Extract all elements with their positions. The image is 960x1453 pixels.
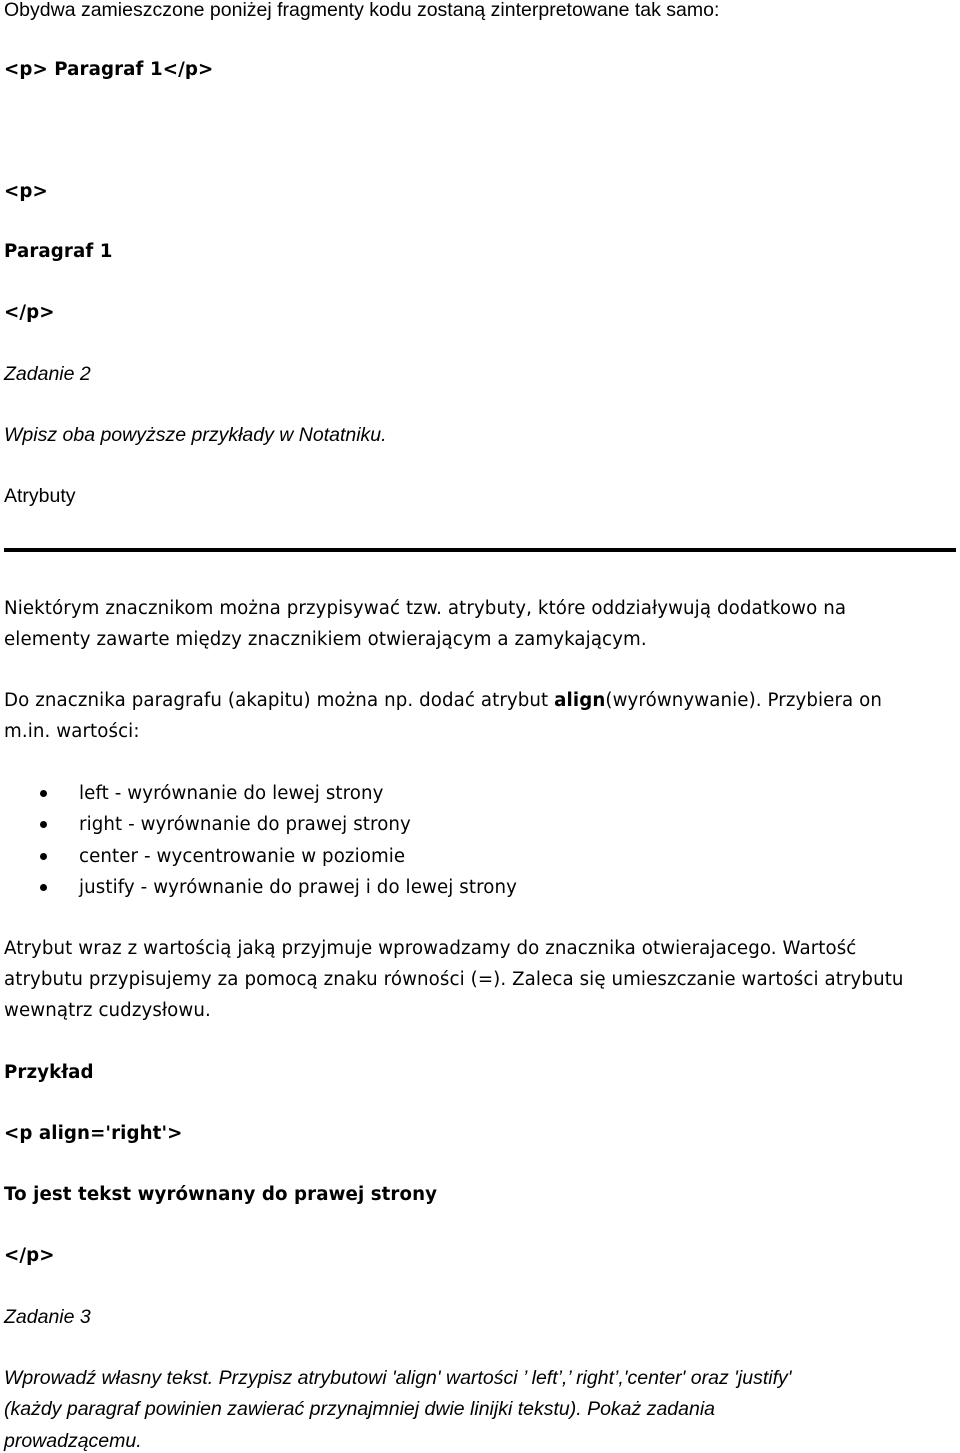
task3-line2: (każdy paragraf powinien zawierać przynajmniej dwie linijki tekstu). Pokaż zadania	[4, 1398, 715, 1420]
bullet-icon	[40, 821, 47, 828]
code-open-tag: <p>	[4, 181, 48, 202]
list-item: right - wyrównanie do prawej strony	[79, 814, 411, 835]
list-item: left - wyrównanie do lewej strony	[79, 783, 384, 804]
section-title-atrybuty: Atrybuty	[4, 485, 76, 507]
example-close-tag: </p>	[4, 1245, 55, 1266]
example-content: To jest tekst wyrównany do prawej strony	[4, 1184, 438, 1205]
task2-text: Wpisz oba powyższe przykłady w Notatniku.	[4, 424, 387, 446]
para3-line1: Atrybut wraz z wartością jaką przyjmuje wprowadzamy do znacznika otwierajacego. Wartość	[4, 938, 857, 959]
para1-line1: Niektórym znacznikom można przypisywać tzw. atrybuty, które oddziaływują dodatkowo na	[4, 598, 847, 619]
code-content: Paragraf 1	[4, 241, 113, 262]
para2-line2: m.in. wartości:	[4, 721, 140, 742]
example-open-tag: <p align='right'>	[4, 1123, 183, 1144]
para1-line2: elementy zawarte między znacznikiem otwierającym a zamykającym.	[4, 629, 647, 650]
code-inline: <p> Paragraf 1</p>	[4, 59, 214, 80]
para3-line3: wewnątrz cudzysłowu.	[4, 1000, 211, 1021]
para2-line1	[4, 689, 882, 713]
task3-line3: prowadzącemu.	[4, 1430, 142, 1452]
code-close-tag: </p>	[4, 302, 55, 323]
task3-line1	[4, 1366, 791, 1390]
para2-align-keyword: align	[554, 690, 606, 711]
task3-title: Zadanie 3	[4, 1306, 91, 1328]
bullet-icon	[40, 884, 47, 891]
horizontal-rule	[4, 548, 956, 552]
intro-text: Obydwa zamieszczone poniżej fragmenty kodu zostaną zinterpretowane tak samo:	[4, 0, 720, 21]
list-item: justify - wyrównanie do prawej i do lewej strony	[79, 877, 518, 898]
bullet-icon	[40, 853, 47, 860]
task3-line1-a: Wprowadź własny tekst.	[4, 1367, 214, 1389]
task3-line1-b: Przypisz atrybutowi 'align' wartości ’ left’,’ right’,'center' oraz 'justify'	[213, 1367, 792, 1389]
para2-line1-pre: Do znacznika paragrafu (akapitu) można np. dodać atrybut	[4, 690, 555, 711]
list-item: center - wycentrowanie w poziomie	[79, 846, 406, 867]
para2-line1-post: (wyrównywanie). Przybiera on	[605, 690, 883, 711]
para3-line2: atrybutu przypisujemy za pomocą znaku równości (=). Zaleca się umieszczanie wartości atrybutu	[4, 969, 904, 990]
example-title: Przykład	[4, 1062, 94, 1083]
task2-title: Zadanie 2	[4, 363, 91, 385]
bullet-icon	[40, 790, 47, 797]
